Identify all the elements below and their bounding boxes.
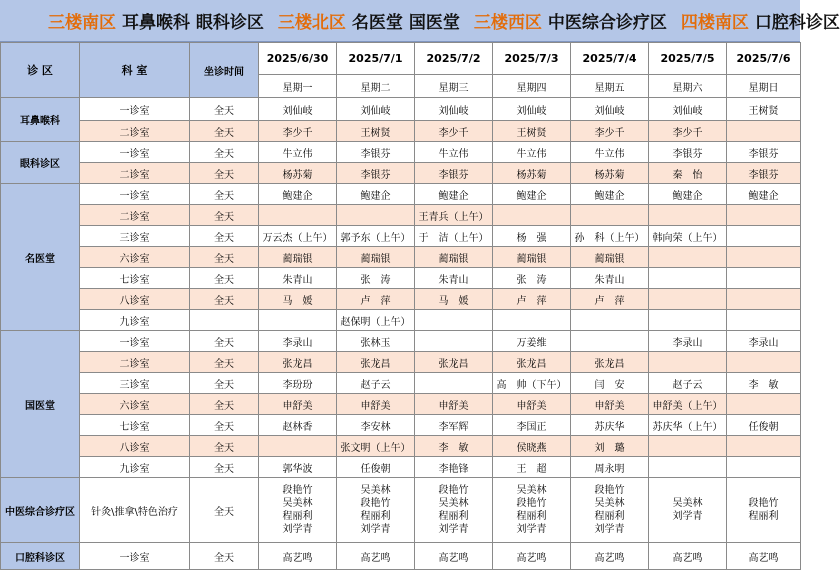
doctor-cell: 高艺鸣 bbox=[727, 543, 801, 570]
doctor-cell: 张龙昌 bbox=[493, 352, 571, 373]
doctor-cell bbox=[571, 205, 649, 226]
doctor-cell: 刘仙岐 bbox=[415, 98, 493, 121]
doctor-cell: 蔺瑞银 bbox=[259, 247, 337, 268]
room-cell: 一诊室 bbox=[80, 331, 190, 352]
room-cell: 七诊室 bbox=[80, 415, 190, 436]
doctor-cell bbox=[571, 310, 649, 331]
doctor-cell bbox=[259, 478, 337, 543]
table-row bbox=[1, 478, 801, 543]
doctor-cell: 杨 强 bbox=[493, 226, 571, 247]
doctor-cell bbox=[649, 268, 727, 289]
doctor-cell: 刘 璐 bbox=[571, 436, 649, 457]
time-cell: 全天 bbox=[190, 268, 259, 289]
doctor-cell bbox=[727, 352, 801, 373]
doctor-name: 程丽利 bbox=[282, 511, 313, 522]
room-cell: 一诊室 bbox=[80, 142, 190, 163]
table-row bbox=[1, 142, 801, 163]
doctor-cell bbox=[571, 331, 649, 352]
doctor-cell: 任俊朝 bbox=[727, 415, 801, 436]
date-cell: 2025/7/3 bbox=[493, 43, 571, 75]
doctor-cell bbox=[727, 121, 801, 142]
area-cell: 口腔科诊区 bbox=[1, 543, 80, 570]
doctor-cell: 高艺鸣 bbox=[337, 543, 415, 570]
time-cell: 全天 bbox=[190, 121, 259, 142]
doctor-cell: 张龙昌 bbox=[337, 352, 415, 373]
doctor-cell: 申舒美 bbox=[415, 394, 493, 415]
room-cell: 针灸\推拿\特色治疗 bbox=[80, 478, 190, 543]
doctor-cell: 高艺鸣 bbox=[649, 543, 727, 570]
doctor-cell: 鲍建企 bbox=[571, 184, 649, 205]
doctor-cell: 申舒美（上午） bbox=[649, 394, 727, 415]
doctor-cell: 郭予东（上午） bbox=[337, 226, 415, 247]
zone-departments: 口腔科诊区 bbox=[754, 13, 840, 33]
time-cell: 全天 bbox=[190, 98, 259, 121]
room-cell: 二诊室 bbox=[80, 121, 190, 142]
doctor-cell: 杨苏菊 bbox=[493, 163, 571, 184]
doctor-cell: 鲍建企 bbox=[493, 184, 571, 205]
doctor-cell: 卢 萍 bbox=[493, 289, 571, 310]
doctor-cell bbox=[727, 436, 801, 457]
doctor-name: 段艳竹 bbox=[438, 485, 469, 496]
table-row bbox=[1, 436, 801, 457]
doctor-cell: 鲍建企 bbox=[259, 184, 337, 205]
doctor-cell: 李录山 bbox=[259, 331, 337, 352]
doctor-cell: 秦 怡 bbox=[649, 163, 727, 184]
doctor-name: 刘学青 bbox=[438, 524, 469, 535]
doctor-name: 段艳竹 bbox=[282, 485, 313, 496]
area-cell: 中医综合诊疗区 bbox=[1, 478, 80, 543]
table-row bbox=[1, 163, 801, 184]
doctor-cell: 朱青山 bbox=[571, 268, 649, 289]
doctor-cell: 牛立伟 bbox=[493, 142, 571, 163]
table-row bbox=[1, 121, 801, 142]
doctor-cell bbox=[727, 226, 801, 247]
doctor-cell: 周永明 bbox=[571, 457, 649, 478]
doctor-cell: 王树贤 bbox=[337, 121, 415, 142]
doctor-cell bbox=[415, 331, 493, 352]
room-cell: 二诊室 bbox=[80, 163, 190, 184]
doctor-cell: 高艺鸣 bbox=[571, 543, 649, 570]
doctor-cell bbox=[727, 289, 801, 310]
zone-label: 三楼西区 bbox=[473, 13, 542, 33]
doctor-cell: 高艺鸣 bbox=[415, 543, 493, 570]
doctor-cell bbox=[493, 205, 571, 226]
doctor-cell: 任俊朝 bbox=[337, 457, 415, 478]
zone-departments: 耳鼻喉科 眼科诊区 bbox=[122, 13, 264, 33]
doctor-cell: 李银芬 bbox=[649, 142, 727, 163]
date-cell: 2025/7/6 bbox=[727, 43, 801, 75]
doctor-cell bbox=[493, 310, 571, 331]
header-row-dates bbox=[1, 43, 801, 75]
doctor-name: 程丽利 bbox=[748, 511, 779, 522]
doctor-cell bbox=[337, 478, 415, 543]
zone-label: 三楼南区 bbox=[48, 13, 116, 33]
doctor-cell bbox=[727, 394, 801, 415]
doctor-name: 程丽利 bbox=[438, 511, 469, 522]
time-cell: 全天 bbox=[190, 184, 259, 205]
column-time: 坐诊时间 bbox=[190, 43, 259, 98]
doctor-name: 刘学青 bbox=[360, 524, 391, 535]
doctor-cell: 鲍建企 bbox=[415, 184, 493, 205]
table-row bbox=[1, 543, 801, 570]
room-cell: 七诊室 bbox=[80, 268, 190, 289]
zone-departments: 名医堂 国医堂 bbox=[351, 13, 460, 33]
doctor-cell: 于 洁（上午） bbox=[415, 226, 493, 247]
column-area: 诊 区 bbox=[1, 43, 80, 98]
doctor-name: 段艳竹 bbox=[360, 498, 391, 509]
time-cell: 全天 bbox=[190, 226, 259, 247]
doctor-cell bbox=[649, 247, 727, 268]
doctor-cell: 苏庆华（上午） bbox=[649, 415, 727, 436]
table-row bbox=[1, 457, 801, 478]
table-row bbox=[1, 394, 801, 415]
weekday-cell: 星期三 bbox=[415, 75, 493, 98]
doctor-cell: 李银芬 bbox=[727, 142, 801, 163]
doctor-cell: 卢 萍 bbox=[571, 289, 649, 310]
doctor-name: 吴美林 bbox=[360, 485, 391, 496]
doctor-cell: 张龙昌 bbox=[415, 352, 493, 373]
date-cell: 2025/7/1 bbox=[337, 43, 415, 75]
doctor-name: 刘学青 bbox=[282, 524, 313, 535]
doctor-cell: 孙 科（上午） bbox=[571, 226, 649, 247]
time-cell: 全天 bbox=[190, 415, 259, 436]
doctor-cell bbox=[415, 478, 493, 543]
room-cell: 九诊室 bbox=[80, 457, 190, 478]
area-cell: 眼科诊区 bbox=[1, 142, 80, 184]
weekday-cell: 星期四 bbox=[493, 75, 571, 98]
doctor-cell: 赵林香 bbox=[259, 415, 337, 436]
doctor-name: 刘学青 bbox=[594, 524, 625, 535]
doctor-cell: 李银芬 bbox=[415, 163, 493, 184]
doctor-cell: 王树贤 bbox=[727, 98, 801, 121]
doctor-cell: 李录山 bbox=[649, 331, 727, 352]
doctor-name: 程丽利 bbox=[360, 511, 391, 522]
doctor-cell: 牛立伟 bbox=[259, 142, 337, 163]
doctor-cell: 卢 萍 bbox=[337, 289, 415, 310]
weekday-cell: 星期二 bbox=[337, 75, 415, 98]
table-row bbox=[1, 310, 801, 331]
zone-departments: 中医综合诊疗区 bbox=[547, 13, 667, 33]
zone-label: 四楼南区 bbox=[680, 13, 749, 33]
doctor-name: 刘学青 bbox=[516, 524, 547, 535]
doctor-cell: 李 敏 bbox=[415, 436, 493, 457]
doctor-cell: 刘仙岐 bbox=[259, 98, 337, 121]
doctor-cell bbox=[727, 268, 801, 289]
doctor-cell: 万姜维 bbox=[493, 331, 571, 352]
column-dept: 科 室 bbox=[80, 43, 190, 98]
table-row bbox=[1, 352, 801, 373]
table-row bbox=[1, 184, 801, 205]
table-row bbox=[1, 98, 801, 121]
doctor-cell: 李银芬 bbox=[727, 163, 801, 184]
doctor-cell: 马 媛 bbox=[259, 289, 337, 310]
doctor-cell: 赵子云 bbox=[649, 373, 727, 394]
room-cell: 一诊室 bbox=[80, 184, 190, 205]
doctor-cell: 张林玉 bbox=[337, 331, 415, 352]
doctor-cell bbox=[649, 205, 727, 226]
room-cell: 三诊室 bbox=[80, 226, 190, 247]
room-cell: 三诊室 bbox=[80, 373, 190, 394]
doctor-cell: 李少千 bbox=[649, 121, 727, 142]
doctor-cell bbox=[649, 436, 727, 457]
doctor-cell: 李少千 bbox=[415, 121, 493, 142]
doctor-cell: 申舒美 bbox=[337, 394, 415, 415]
doctor-name: 段艳竹 bbox=[516, 498, 547, 509]
doctor-cell: 鲍建企 bbox=[337, 184, 415, 205]
date-cell: 2025/7/4 bbox=[571, 43, 649, 75]
doctor-cell: 郭华波 bbox=[259, 457, 337, 478]
doctor-cell: 闫 安 bbox=[571, 373, 649, 394]
doctor-cell bbox=[727, 478, 801, 543]
doctor-cell: 张 涛 bbox=[493, 268, 571, 289]
doctor-cell: 马 媛 bbox=[415, 289, 493, 310]
room-cell: 一诊室 bbox=[80, 98, 190, 121]
doctor-cell bbox=[649, 457, 727, 478]
doctor-cell: 李艳锋 bbox=[415, 457, 493, 478]
doctor-cell: 韩向荣（上午） bbox=[649, 226, 727, 247]
doctor-cell: 王 超 bbox=[493, 457, 571, 478]
doctor-cell: 刘仙岐 bbox=[571, 98, 649, 121]
doctor-cell bbox=[259, 205, 337, 226]
doctor-cell bbox=[571, 478, 649, 543]
doctor-cell: 赵子云 bbox=[337, 373, 415, 394]
time-cell: 全天 bbox=[190, 436, 259, 457]
room-cell: 八诊室 bbox=[80, 289, 190, 310]
doctor-cell bbox=[727, 310, 801, 331]
doctor-cell: 李少千 bbox=[571, 121, 649, 142]
time-cell: 全天 bbox=[190, 205, 259, 226]
doctor-name: 吴美林 bbox=[516, 485, 547, 496]
doctor-cell: 申舒美 bbox=[259, 394, 337, 415]
weekday-cell: 星期五 bbox=[571, 75, 649, 98]
table-row bbox=[1, 268, 801, 289]
doctor-cell: 李少千 bbox=[259, 121, 337, 142]
time-cell: 全天 bbox=[190, 394, 259, 415]
doctor-cell bbox=[727, 247, 801, 268]
doctor-cell bbox=[259, 310, 337, 331]
area-cell: 耳鼻喉科 bbox=[1, 98, 80, 142]
doctor-name: 程丽利 bbox=[516, 511, 547, 522]
doctor-cell: 李军辉 bbox=[415, 415, 493, 436]
doctor-cell: 李玢玢 bbox=[259, 373, 337, 394]
doctor-cell bbox=[727, 457, 801, 478]
area-cell: 国医堂 bbox=[1, 331, 80, 478]
table-row bbox=[1, 415, 801, 436]
doctor-cell bbox=[649, 478, 727, 543]
doctor-cell: 张 涛 bbox=[337, 268, 415, 289]
doctor-name: 刘学青 bbox=[672, 511, 703, 522]
weekday-cell: 星期六 bbox=[649, 75, 727, 98]
time-cell: 全天 bbox=[190, 331, 259, 352]
doctor-cell bbox=[337, 205, 415, 226]
weekday-cell: 星期一 bbox=[259, 75, 337, 98]
doctor-cell: 杨苏菊 bbox=[259, 163, 337, 184]
doctor-cell bbox=[649, 352, 727, 373]
date-cell: 2025/7/2 bbox=[415, 43, 493, 75]
schedule-table bbox=[0, 42, 801, 570]
doctor-name: 吴美林 bbox=[594, 498, 625, 509]
doctor-cell: 李银芬 bbox=[337, 163, 415, 184]
doctor-cell bbox=[649, 289, 727, 310]
date-cell: 2025/6/30 bbox=[259, 43, 337, 75]
doctor-cell: 申舒美 bbox=[493, 394, 571, 415]
room-cell: 一诊室 bbox=[80, 543, 190, 570]
doctor-name: 段艳竹 bbox=[748, 498, 779, 509]
time-cell: 全天 bbox=[190, 457, 259, 478]
time-cell: 全天 bbox=[190, 478, 259, 543]
page-header bbox=[0, 0, 840, 42]
table-row bbox=[1, 226, 801, 247]
doctor-cell: 万云杰（上午） bbox=[259, 226, 337, 247]
doctor-cell: 李银芬 bbox=[337, 142, 415, 163]
doctor-cell: 高艺鸣 bbox=[493, 543, 571, 570]
doctor-cell: 张龙昌 bbox=[571, 352, 649, 373]
doctor-cell: 高艺鸣 bbox=[259, 543, 337, 570]
time-cell: 全天 bbox=[190, 543, 259, 570]
doctor-cell: 朱青山 bbox=[415, 268, 493, 289]
doctor-cell: 蔺瑞银 bbox=[493, 247, 571, 268]
doctor-cell: 鲍建企 bbox=[649, 184, 727, 205]
doctor-cell: 苏庆华 bbox=[571, 415, 649, 436]
room-cell: 二诊室 bbox=[80, 352, 190, 373]
doctor-cell: 王青兵（上午） bbox=[415, 205, 493, 226]
room-cell: 九诊室 bbox=[80, 310, 190, 331]
doctor-cell: 牛立伟 bbox=[571, 142, 649, 163]
room-cell: 八诊室 bbox=[80, 436, 190, 457]
doctor-cell bbox=[727, 205, 801, 226]
doctor-cell: 鲍建企 bbox=[727, 184, 801, 205]
doctor-cell: 张文明（上午） bbox=[337, 436, 415, 457]
doctor-cell: 杨苏菊 bbox=[571, 163, 649, 184]
room-cell: 二诊室 bbox=[80, 205, 190, 226]
time-cell: 全天 bbox=[190, 163, 259, 184]
time-cell: 全天 bbox=[190, 373, 259, 394]
table-row bbox=[1, 205, 801, 226]
doctor-cell: 刘仙岐 bbox=[649, 98, 727, 121]
doctor-cell: 牛立伟 bbox=[415, 142, 493, 163]
doctor-cell: 蔺瑞银 bbox=[571, 247, 649, 268]
doctor-cell: 李国正 bbox=[493, 415, 571, 436]
table-row bbox=[1, 247, 801, 268]
time-cell: 全天 bbox=[190, 289, 259, 310]
doctor-cell: 蔺瑞银 bbox=[337, 247, 415, 268]
table-row bbox=[1, 331, 801, 352]
zone-label: 三楼北区 bbox=[277, 13, 346, 33]
doctor-cell bbox=[649, 310, 727, 331]
doctor-cell bbox=[415, 373, 493, 394]
doctor-cell: 王树贤 bbox=[493, 121, 571, 142]
time-cell bbox=[190, 310, 259, 331]
doctor-cell: 刘仙岐 bbox=[337, 98, 415, 121]
area-cell: 名医堂 bbox=[1, 184, 80, 331]
doctor-name: 吴美林 bbox=[672, 498, 703, 509]
doctor-cell bbox=[493, 478, 571, 543]
doctor-cell: 蔺瑞银 bbox=[415, 247, 493, 268]
doctor-cell: 刘仙岐 bbox=[493, 98, 571, 121]
weekday-cell: 星期日 bbox=[727, 75, 801, 98]
doctor-cell: 李录山 bbox=[727, 331, 801, 352]
doctor-cell: 侯晓燕 bbox=[493, 436, 571, 457]
doctor-cell: 高 帅（下午） bbox=[493, 373, 571, 394]
doctor-cell: 申舒美 bbox=[571, 394, 649, 415]
doctor-cell bbox=[415, 310, 493, 331]
doctor-name: 吴美林 bbox=[438, 498, 469, 509]
doctor-cell: 李安林 bbox=[337, 415, 415, 436]
time-cell: 全天 bbox=[190, 142, 259, 163]
date-cell: 2025/7/5 bbox=[649, 43, 727, 75]
room-cell: 六诊室 bbox=[80, 394, 190, 415]
room-cell: 六诊室 bbox=[80, 247, 190, 268]
time-cell: 全天 bbox=[190, 352, 259, 373]
table-row bbox=[1, 289, 801, 310]
doctor-name: 程丽利 bbox=[594, 511, 625, 522]
doctor-cell: 李 敏 bbox=[727, 373, 801, 394]
doctor-cell: 赵保明（上午） bbox=[337, 310, 415, 331]
doctor-cell: 朱青山 bbox=[259, 268, 337, 289]
doctor-cell: 张龙昌 bbox=[259, 352, 337, 373]
doctor-cell bbox=[259, 436, 337, 457]
time-cell: 全天 bbox=[190, 247, 259, 268]
doctor-name: 段艳竹 bbox=[594, 485, 625, 496]
doctor-name: 吴美林 bbox=[282, 498, 313, 509]
table-row bbox=[1, 373, 801, 394]
